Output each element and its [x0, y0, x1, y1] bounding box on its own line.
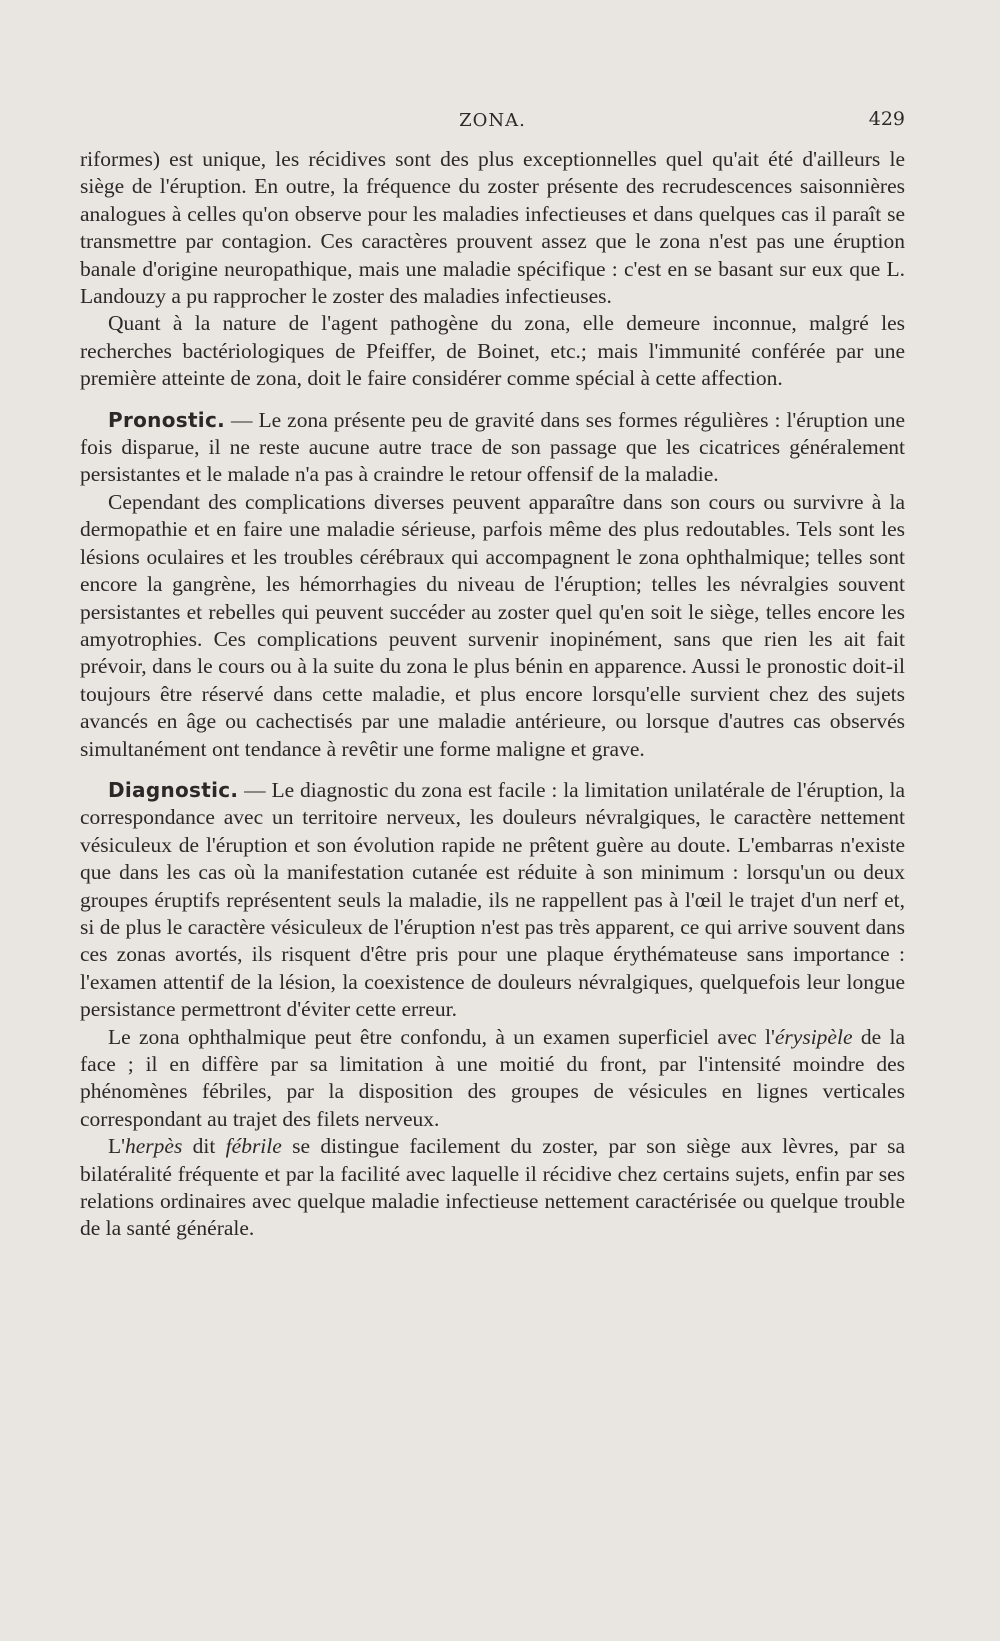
diagnostic-text: — Le diagnostic du zona est facile : la limitation unilatérale de l'éruption, la correspondance avec un territoire nerveux, les douleurs névralgiques, le caractère nettement vésiculeux de l'éruption et son évolution rapide ne prêtent guère au doute. L'embarras n'existe que dans les cas où la manifestation cutanée est réduite à son minimum : lorsqu'un ou deux groupes éruptifs représentent seuls la maladie, ils ne rappellent pas à l'œil le trajet d'un nerf et, si de plus le caractère vésiculeux de l'éruption n'est pas très apparent, ce qui arrive souvent dans ces zonas avortés, ils risquent d'être pris pour une plaque érythémateuse sans importance : l'examen attentif de la lésion, la coexistence de douleurs névralgiques, quelquefois leur longue persistance permettront d'éviter cette erreur.	[80, 777, 905, 1022]
paragraph-continuation: riformes) est unique, les récidives sont des plus exceptionnelles quel qu'ait été d'ailleurs le siège de l'éruption. En outre, la fréquence du zoster présente des recrudescences saisonnières analogues à celles qu'on observe pour les maladies infectieuses et dans quelques cas il paraît se transmettre par contagion. Ces caractères prouvent assez que le zona n'est pas une éruption banale d'origine neuropathique, mais une maladie spécifique : c'est en se basant sur eux que L. Landouzy a pu rapprocher le zoster des maladies infectieuses.	[80, 147, 905, 309]
paragraph-diagnostic	[80, 777, 905, 1024]
text-segment: Le zona ophthalmique peut être confondu, à un examen superficiel avec l'	[108, 1024, 775, 1049]
text-segment: dit	[182, 1134, 226, 1159]
italic-term-erysipele: érysipèle	[774, 1024, 853, 1049]
running-title: ZONA.	[459, 110, 526, 131]
page-number: 429	[868, 108, 905, 130]
text-segment: se distingue facilement du zoster, par son siège aux lèvres, par sa bilatéralité fréquente et par la facilité avec laquelle il récidive chez certains sujets, enfin par ses relations ordinaires avec quelque maladie infectieuse nettement caractérisée ou quelque trouble de la santé générale.	[80, 1134, 905, 1241]
section-heading-diagnostic: Diagnostic.	[108, 777, 239, 802]
italic-term-herpes: herpès	[125, 1134, 183, 1159]
pronostic-text: — Le zona présente peu de gravité dans ses formes régulières : l'éruption une fois disparue, il ne reste aucune autre trace de son passage que les cicatrices généralement persistantes et le malade n'a pas à craindre le retour offensif de la maladie.	[80, 407, 905, 487]
paragraph-herpes-febrile	[80, 1133, 905, 1243]
paragraph-agent-pathogene: Quant à la nature de l'agent pathogène du zona, elle demeure inconnue, malgré les recherches bactériologiques de Pfeiffer, de Boinet, etc.; mais l'immunité conférée par une première atteinte de zona, doit le faire considérer comme spécial à cette affection.	[80, 311, 905, 391]
page-body	[80, 146, 905, 1243]
page-header	[80, 108, 905, 138]
paragraph-zona-ophthalmique	[80, 1024, 905, 1134]
italic-term-febrile: fébrile	[225, 1134, 282, 1159]
paragraph-pronostic	[80, 407, 905, 489]
section-heading-pronostic: Pronostic.	[108, 407, 226, 432]
text-segment: L'	[108, 1134, 126, 1159]
text-segment: de la face ; il en diffère par sa limitation à une moitié du front, par l'intensité moindre des phénomènes fébriles, par la disposition des groupes de vésicules en lignes verticales correspondant au trajet des filets nerveux.	[80, 1024, 905, 1131]
paragraph-complications: Cependant des complications diverses peuvent apparaître dans son cours ou survivre à la dermopathie et en faire une maladie sérieuse, parfois même des plus redoutables. Tels sont les lésions oculaires et les troubles cérébraux qui accompagnent le zona ophthalmique; telles sont encore la gangrène, les hémorrhagies du niveau de l'éruption; telles les névralgies souvent persistantes et rebelles qui peuvent succéder au zoster quel qu'en soit le siège, telles encore les amyotrophies. Ces complications peuvent survenir inopinément, sans que rien les ait fait prévoir, dans le cours ou à la suite du zona le plus bénin en apparence. Aussi le pronostic doit-il toujours être réservé dans cette maladie, et plus encore lorsqu'elle survient chez des sujets avancés en âge ou cachectisés par une maladie antérieure, ou lorsque d'autres cas observés simultanément ont tendance à revêtir une forme maligne et grave.	[80, 489, 905, 761]
